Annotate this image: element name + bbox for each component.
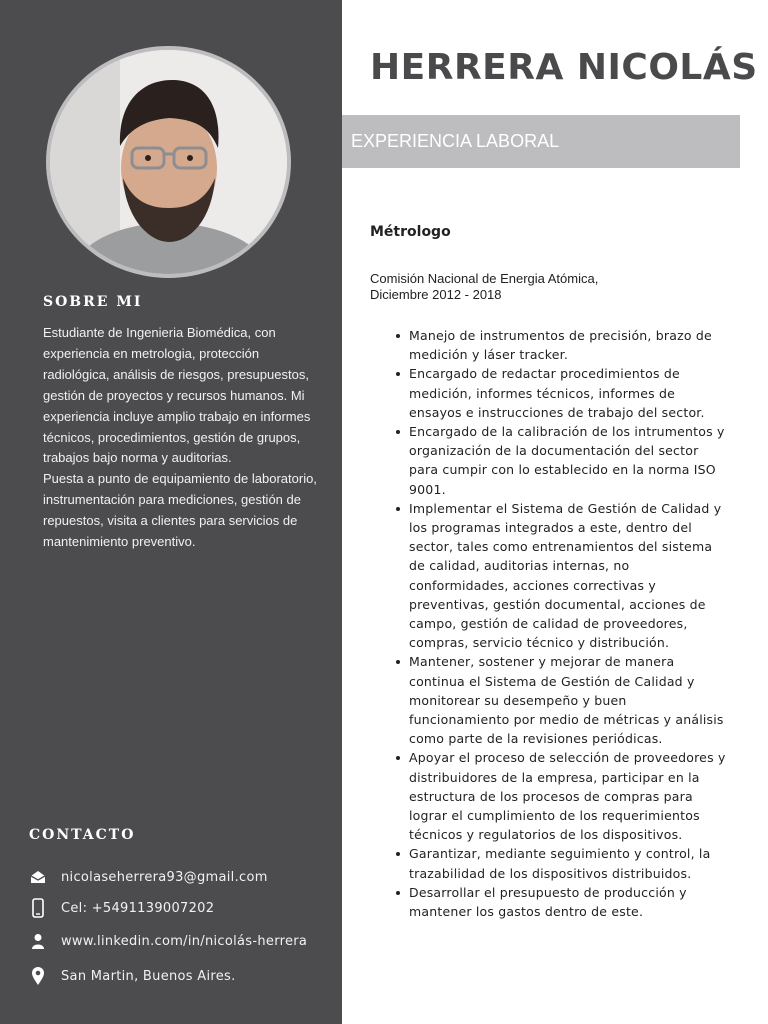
duty-item: Implementar el Sistema de Gestión de Calidad y los programas integrados a este, dentro del sector, tales como entrenamientos del sistema de calidad, auditorias internas, no conformidades, acciones correctivas y preventivas, gestión documental, acciones de campo, gestión de calidad de proveedores, compras, servicio técnico y distribución. (395, 499, 730, 653)
duty-item: Apoyar el proceso de selección de proveedores y distribuidores de la empresa, participar en la estructura de los procesos de compras para lograr el cumplimiento de los requerimientos técnicos y regulatorios de los dispositivos. (395, 748, 730, 844)
about-text (43, 323, 318, 553)
contact-title: CONTACTO (29, 827, 136, 843)
phone-icon (28, 898, 48, 918)
location-text: San Martin, Buenos Aires. (61, 968, 236, 984)
page-title: HERRERA NICOLÁS (370, 47, 758, 88)
duty-item: Desarrollar el presupuesto de producción y mantener los gastos dentro de este. (395, 883, 730, 921)
linkedin-text[interactable]: www.linkedin.com/in/nicolás-herrera (61, 933, 308, 949)
profile-photo-frame (46, 46, 291, 278)
duties-list (395, 326, 730, 921)
experience-section-band (342, 115, 740, 168)
profile-photo (50, 50, 287, 274)
duty-item: Manejo de instrumentos de precisión, brazo de medición y láser tracker. (395, 326, 730, 364)
duty-item: Encargado de la calibración de los intrumentos y organización de la documentación del sector para cumpir con lo establecido en la norma ISO 9001. (395, 422, 730, 499)
job-organization-block (370, 271, 598, 303)
sidebar (0, 0, 342, 1024)
contact-phone[interactable] (28, 897, 214, 919)
location-pin-icon (28, 966, 48, 986)
profile-photo-illustration (50, 50, 287, 274)
contact-email[interactable] (28, 866, 268, 888)
person-icon (28, 931, 48, 951)
duty-item: Garantizar, mediante seguimiento y control, la trazabilidad de los dispositivos distribuidos. (395, 844, 730, 882)
email-icon (28, 867, 48, 887)
about-paragraph-1: Estudiante de Ingenieria Biomédica, con experiencia en metrologia, protección radiológica, análisis de riesgos, presupuestos, gestión de proyectos y recursos humanos. Mi experiencia incluye amplio trabajo en informes técnicos, procedimientos, gestión de grupos, trabajos bajo norma y auditorias. (43, 325, 311, 466)
contact-linkedin[interactable] (28, 930, 307, 952)
about-paragraph-2: Puesta a punto de equipamiento de laboratorio, instrumentación para mediciones, gestión de repuestos, visita a clientes para servicios de mantenimiento preventivo. (43, 471, 317, 550)
job-period: Diciembre 2012 - 2018 (370, 287, 502, 302)
email-text[interactable]: nicolaseherrera93@gmail.com (61, 869, 268, 885)
job-title: Métrologo (370, 224, 451, 240)
contact-location (28, 965, 236, 987)
job-organization: Comisión Nacional de Energia Atómica, (370, 271, 599, 286)
experience-section-title: EXPERIENCIA LABORAL (351, 131, 560, 151)
duty-item: Encargado de redactar procedimientos de medición, informes técnicos, informes de ensayos e instrucciones de trabajo del sector. (395, 364, 730, 422)
phone-text[interactable]: Cel: +5491139007202 (61, 900, 215, 916)
duty-item: Mantener, sostener y mejorar de manera continua el Sistema de Gestión de Calidad y monitorear su desempeño y buen funcionamiento por medio de métricas y análisis como parte de la revisiones periódicas. (395, 652, 730, 748)
about-title: SOBRE MI (43, 294, 143, 310)
